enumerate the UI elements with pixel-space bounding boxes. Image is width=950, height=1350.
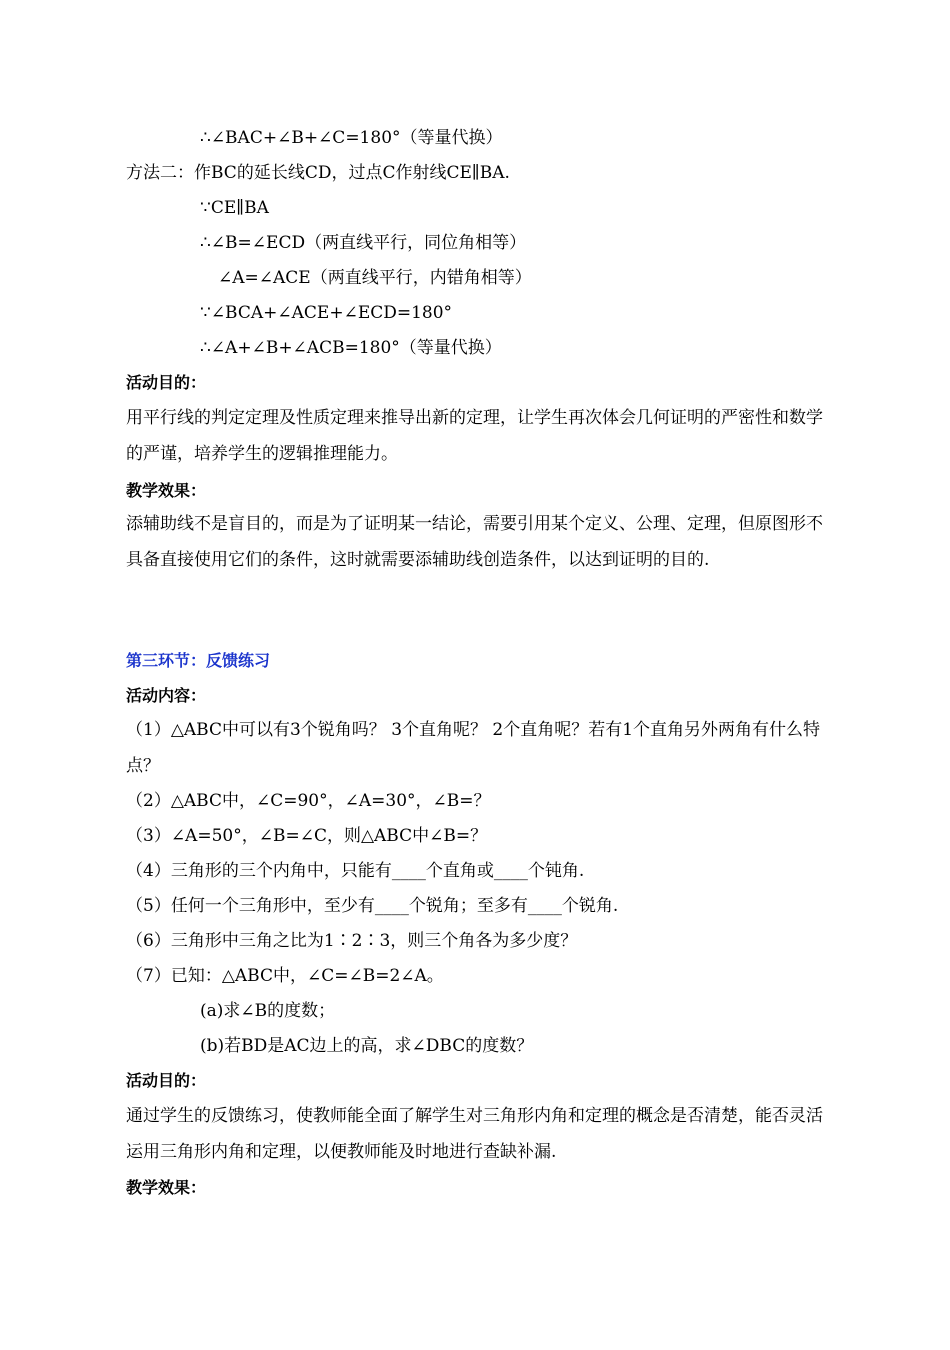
effect-heading: 教学效果： (126, 481, 207, 500)
therefore-line-2: ∴∠A+∠B+∠ACB=180°（等量代换） (200, 338, 502, 358)
purpose-heading-2: 活动目的： (126, 1071, 207, 1090)
question-5: （5）任何一个三角形中，至少有____个锐角；至多有____个锐角. (126, 896, 619, 916)
angle-a-line: ∠A=∠ACE（两直线平行，内错角相等） (218, 268, 532, 288)
content-heading: 活动内容： (126, 686, 207, 705)
section-title: 第三环节：反馈练习 (126, 651, 271, 670)
question-7: （7）已知：△ABC中，∠C=∠B=2∠A。 (126, 966, 444, 986)
effect-text: 添辅助线不是盲目的，而是为了证明某一结论，需要引用某个定义、公理、定理，但原图形不具备直接使用它们的条件，这时就需要添辅助线创造条件，以达到证明的目的. (126, 514, 823, 570)
question-4: （4）三角形的三个内角中，只能有____个直角或____个钝角. (126, 861, 585, 881)
question-1: （1）△ABC中可以有3个锐角吗？ 3个直角呢？ 2个直角呢？若有1个直角另外两角有什么特点？ (126, 720, 821, 776)
since-line-2: ∵∠BCA+∠ACE+∠ECD=180° (200, 303, 453, 323)
purpose-text: 用平行线的判定定理及性质定理来推导出新的定理，让学生再次体会几何证明的严密性和数学的严谨，培养学生的逻辑推理能力。 (126, 408, 823, 464)
method-two-intro: 方法二：作BC的延长线CD，过点C作射线CE∥BA. (126, 163, 510, 183)
effect-heading-2: 教学效果： (126, 1178, 207, 1197)
proof-conclusion-line: ∴∠BAC+∠B+∠C=180°（等量代换） (200, 128, 503, 148)
question-3: （3）∠A=50°，∠B=∠C，则△ABC中∠B=？ (126, 826, 488, 846)
question-6: （6）三角形中三角之比为1∶2∶3，则三个角各为多少度？ (126, 931, 578, 951)
purpose-heading: 活动目的： (126, 373, 207, 392)
question-7a: (a)求∠B的度数； (200, 1001, 336, 1021)
therefore-line-1: ∴∠B=∠ECD（两直线平行，同位角相等） (200, 233, 527, 253)
since-line-1: ∵CE∥BA (200, 198, 269, 218)
question-7b: (b)若BD是AC边上的高，求∠DBC的度数？ (200, 1036, 534, 1056)
question-2: （2）△ABC中，∠C=90°，∠A=30°，∠B=？ (126, 791, 491, 811)
purpose-text-2: 通过学生的反馈练习，使教师能全面了解学生对三角形内角和定理的概念是否清楚，能否灵活运用三角形内角和定理，以便教师能及时地进行查缺补漏. (126, 1106, 823, 1162)
